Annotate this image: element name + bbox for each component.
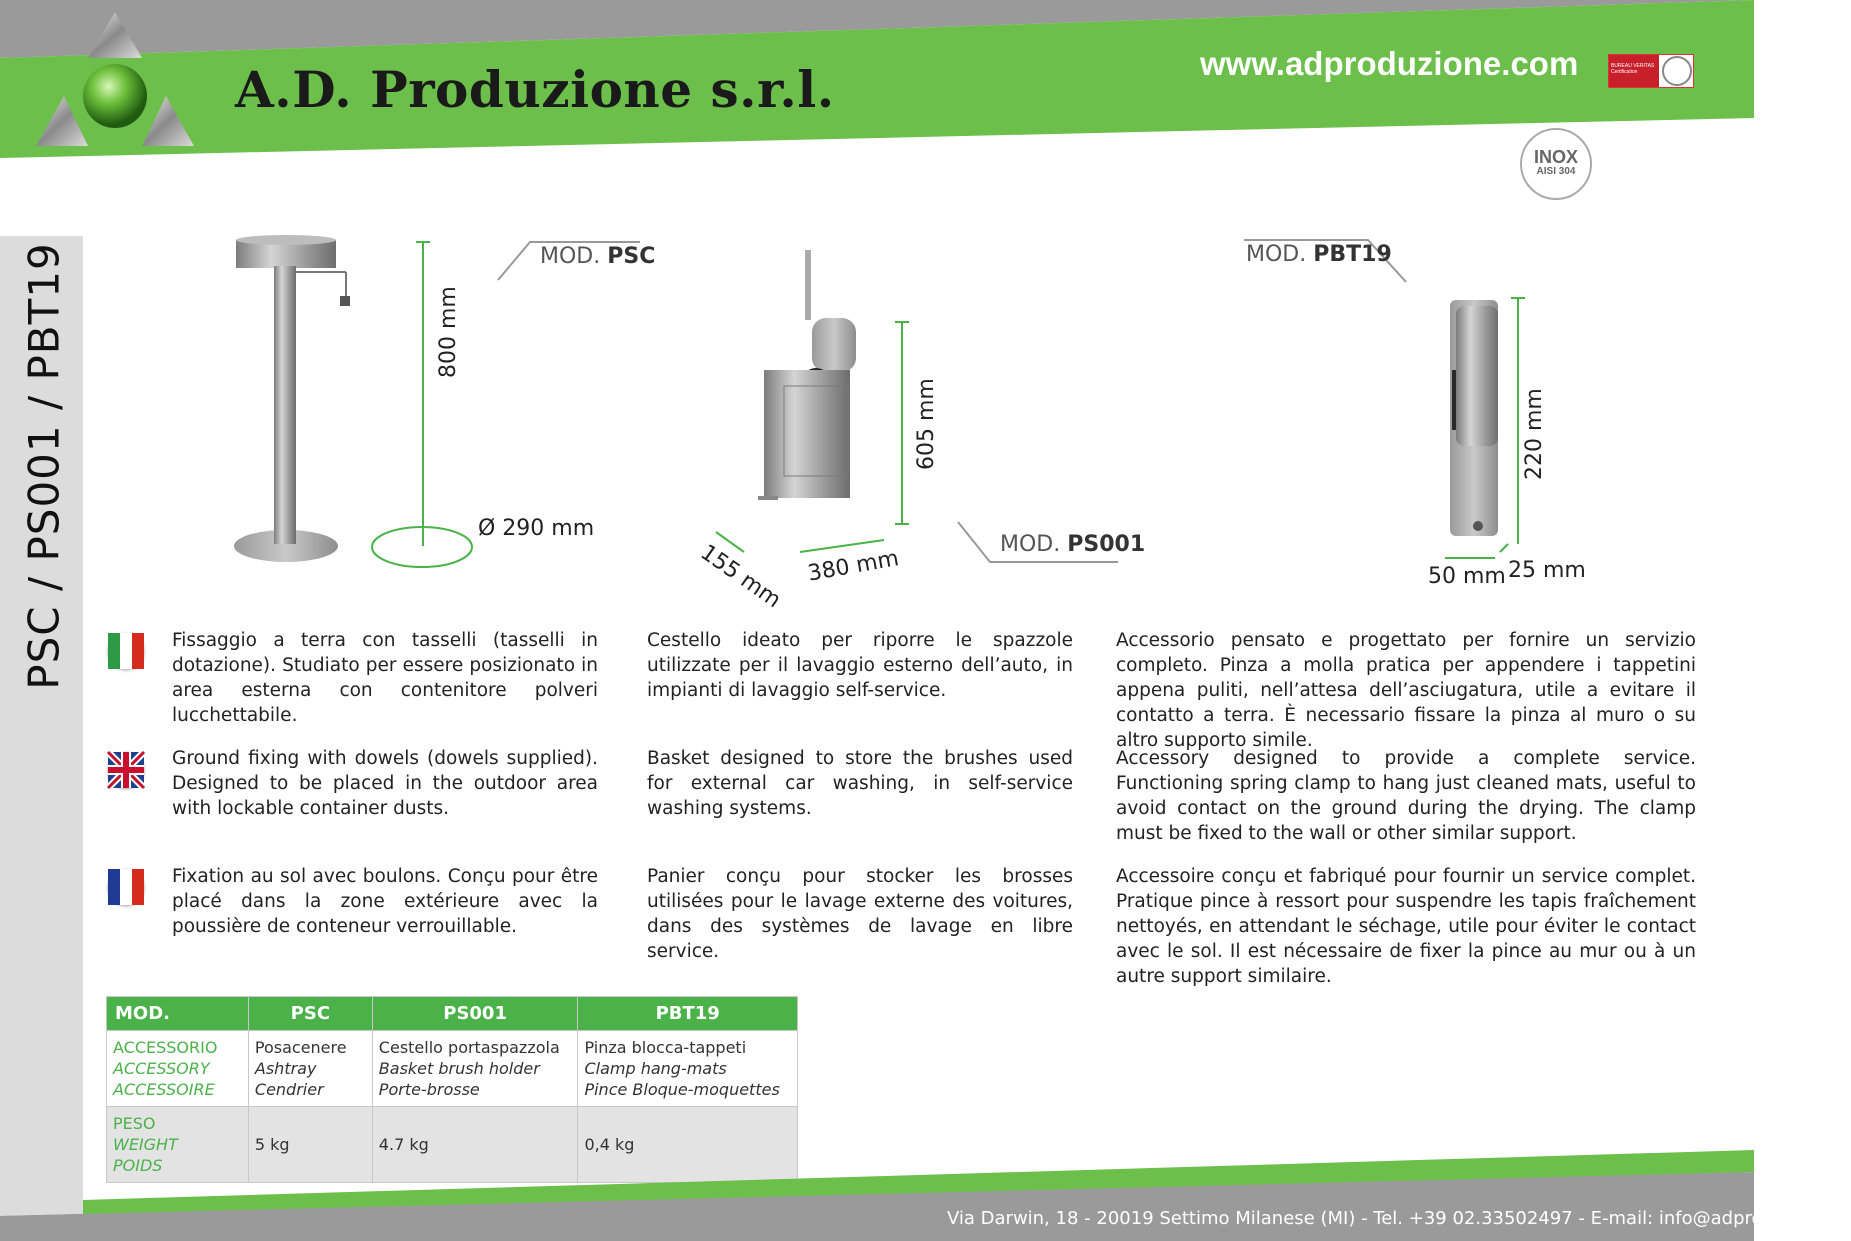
label-it: PESO [113,1114,156,1133]
cert-label: BUREAU VERITAS Certification [1609,55,1659,87]
label-en: ACCESSORY [113,1059,210,1078]
company-logo [30,8,200,158]
cell-text-en: Clamp hang-mats [584,1059,727,1078]
cell-text-fr: Pince Bloque-moquettes [584,1080,780,1099]
mod-label-pbt19 [1246,242,1392,267]
cell-text-en: Ashtray [254,1059,317,1078]
col-header-ps001: PS001 [372,997,578,1031]
desc-en-psc: Ground fixing with dowels (dowels supplied). Designed to be placed in the outdoor area with lockable container dusts. [172,748,598,819]
mod-code: PBT19 [1313,242,1392,267]
inox-label: INOX [1533,147,1578,167]
flag-italy-icon [108,633,144,669]
pbt19-height-label: 220 mm [1522,388,1547,480]
ps001-width-label: 380 mm [806,546,901,587]
flag-uk-icon [108,752,144,788]
mod-label-psc [540,244,655,269]
cert-seal-icon [1662,56,1692,86]
psc-illustration [234,235,350,562]
footer-address: Via Darwin, 18 - 20019 Settimo Milanese (MI) - Tel. +39 02.33502497 - E-mail: info@adproduzione.it [947,1208,1851,1229]
desc-it-ps001: Cestello ideato per riporre le spazzole utilizzate per il lavaggio esterno dell’auto, in impianti di lavaggio self-service. [647,630,1073,701]
cell-accessory-pbt19 [578,1031,798,1107]
ps001-height-label: 605 mm [914,378,939,470]
inox-grade: AISI 304 [1536,166,1576,177]
mod-prefix: MOD. [1246,242,1307,267]
desc-it-psc: Fissaggio a terra con tasselli (tasselli in dotazione). Studiato per essere posizionato in area esterna con contenitore polveri lucchettabile. [172,630,598,726]
mod-label-ps001 [1000,532,1145,557]
col-header-pbt19: PBT19 [578,997,798,1031]
company-name: A.D. Produzione s.r.l. [235,60,835,119]
side-title: PSC / PS001 / PBT19 [19,242,69,690]
certification-badge [1608,54,1694,88]
psc-diameter-label: Ø 290 mm [478,516,595,541]
cell-text-en: Basket brush holder [378,1059,540,1078]
table-header-row [107,997,798,1031]
cell-weight-ps001: 4.7 kg [372,1107,578,1183]
cell-text-it: Posacenere [254,1038,347,1057]
cell-text-fr: Porte-brosse [378,1080,480,1099]
flag-france-icon [108,869,144,905]
col-header-psc: PSC [248,997,372,1031]
cell-text-it: Pinza blocca-tappeti [584,1038,747,1057]
cell-weight-psc: 5 kg [248,1107,372,1183]
cell-accessory-psc [248,1031,372,1107]
cell-text-it: Cestello portaspazzola [378,1038,560,1057]
product-illustrations [0,200,1754,600]
pbt19-width-label: 50 mm [1428,564,1506,589]
ps001-depth-label: 155 mm [695,540,786,614]
cell-weight-pbt19: 0,4 kg [578,1107,798,1183]
pbt19-depth-label: 25 mm [1508,558,1586,583]
row-label-accessory [107,1031,249,1107]
mod-code: PSC [607,244,656,269]
table-row-accessory [107,1031,798,1107]
ps001-illustration [758,250,856,500]
header [0,0,1754,210]
desc-fr-ps001: Panier conçu pour stocker les brosses utilisées pour le lavage externe des voitures, dans des systèmes de lavage en libre service. [647,866,1073,962]
cell-accessory-ps001 [372,1031,578,1107]
desc-fr-psc: Fixation au sol avec boulons. Conçu pour être placé dans la zone extérieure avec la poussière de conteneur verrouillable. [172,866,598,937]
psc-height-label: 800 mm [436,286,461,378]
mod-prefix: MOD. [1000,532,1061,557]
pbt19-illustration [1450,300,1498,536]
label-fr: POIDS [113,1156,163,1175]
desc-it-pbt19: Accessorio pensato e progettato per fornire un servizio completo. Pinza a molla pratica per appendere i tappetini appena puliti, nell’attesa dell’asciugatura, utile a evitare il contatto a terra. È necessario fissare la pinza al muro o su altro supporto simile. [1116,630,1696,751]
desc-en-pbt19: Accessory designed to provide a complete service. Functioning spring clamp to hang just cleaned mats, useful to avoid contact on the ground during the drying. The clamp must be fixed to the wall or other similar support. [1116,748,1696,844]
desc-en-ps001: Basket designed to store the brushes used for external car washing, in self-service washing systems. [647,748,1073,819]
label-it: ACCESSORIO [113,1038,218,1057]
col-header-mod: MOD. [107,997,249,1031]
website-link[interactable]: www.adproduzione.com [1200,45,1579,82]
desc-fr-pbt19: Accessoire conçu et fabriqué pour fournir un service complet. Pratique pince à ressort pour suspendre les tapis fraîchement nettoyés, en attendant le séchage, utile pour éviter le contact avec le sol. Il est nécessaire de fixer la pince au mur ou à un autre support similaire. [1116,866,1696,987]
label-en: WEIGHT [113,1135,178,1154]
inox-badge [1520,128,1592,200]
label-fr: ACCESSOIRE [113,1080,215,1099]
mod-code: PS001 [1067,532,1146,557]
cell-text-fr: Cendrier [254,1080,324,1099]
mod-prefix: MOD. [540,244,601,269]
